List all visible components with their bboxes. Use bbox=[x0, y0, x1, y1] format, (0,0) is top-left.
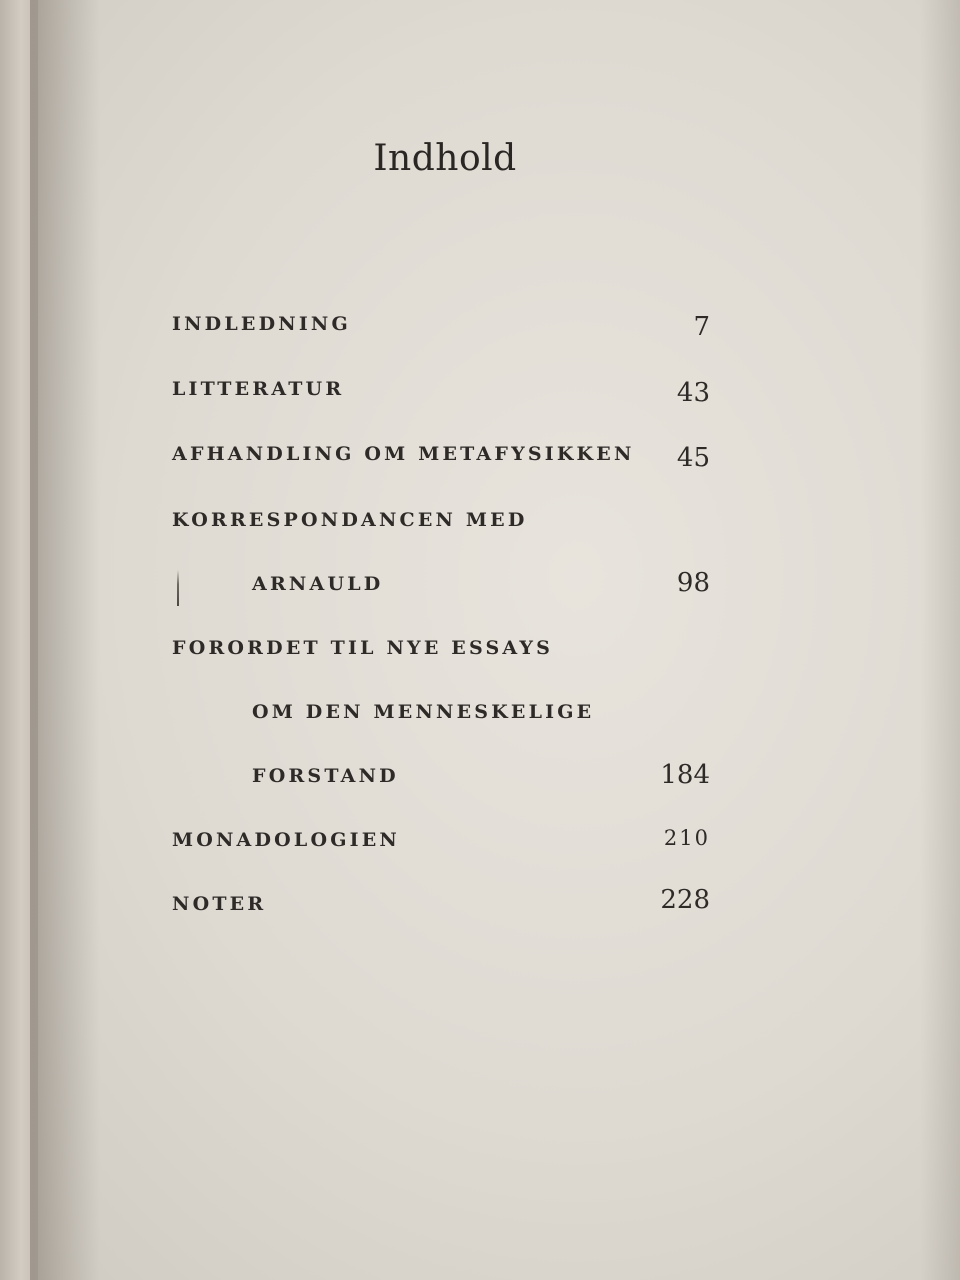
page-title: Indhold bbox=[373, 138, 517, 179]
toc-entry-label: MONADOLOGIEN bbox=[172, 829, 400, 851]
toc-entry-page: 184 bbox=[660, 760, 710, 790]
toc-entry-label: KORRESPONDANCEN MED bbox=[172, 509, 528, 531]
toc-entry-page: 210 bbox=[663, 826, 710, 850]
pencil-mark bbox=[177, 570, 179, 606]
toc-entry-label: OM DEN MENNESKELIGE bbox=[252, 701, 595, 723]
toc-entry-label: NOTER bbox=[172, 893, 267, 915]
page-edge-shadow bbox=[920, 0, 960, 1280]
toc-entry-label: AFHANDLING OM METAFYSIKKEN bbox=[172, 443, 635, 465]
toc-entry-page: 7 bbox=[693, 312, 710, 342]
toc-entry-label: FORSTAND bbox=[252, 765, 399, 787]
toc-entry-label: FORORDET TIL NYE ESSAYS bbox=[172, 637, 554, 659]
toc-entry-label: INDLEDNING bbox=[172, 313, 351, 335]
toc-entry-page: 98 bbox=[676, 568, 710, 598]
toc-entry-page: 228 bbox=[660, 885, 710, 915]
toc-entry-page: 45 bbox=[676, 443, 710, 473]
toc-entry-page: 43 bbox=[676, 378, 710, 408]
spine-shadow bbox=[30, 0, 100, 1280]
toc-entry-label: ARNAULD bbox=[252, 573, 384, 595]
toc-entry-label: LITTERATUR bbox=[172, 378, 345, 400]
